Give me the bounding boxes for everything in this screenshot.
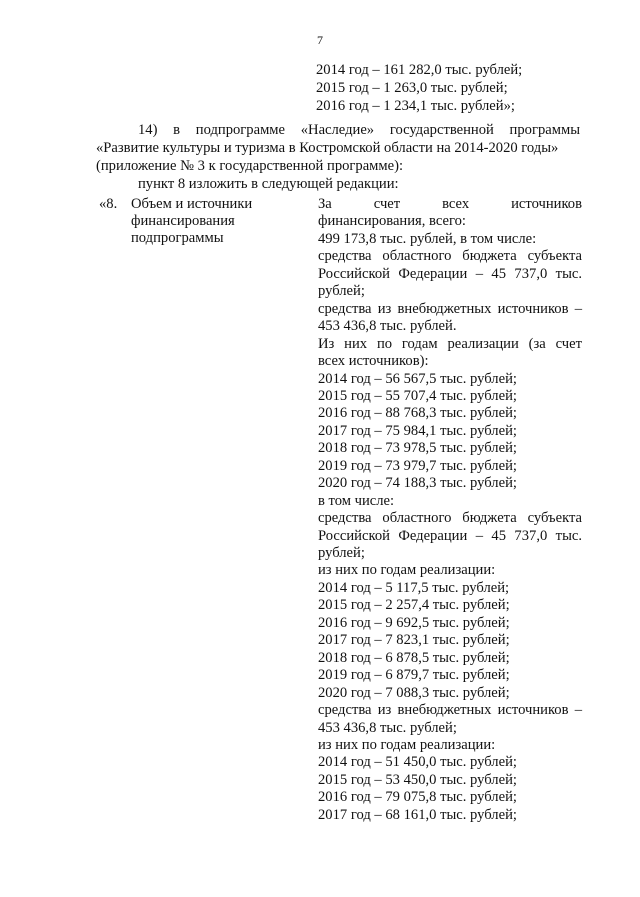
row8-value-line: 499 173,8 тыс. рублей, в том числе:	[318, 230, 537, 247]
row8-value-line: средства из внебюджетных источников –	[318, 300, 582, 317]
row8-value-line: 2018 год – 6 878,5 тыс. рублей;	[318, 649, 510, 666]
page-number: 7	[317, 33, 323, 47]
top-year-line: 2014 год – 161 282,0 тыс. рублей;	[316, 62, 523, 78]
row8-value-line: рублей;	[318, 283, 365, 300]
top-year-line: 2015 год – 1 263,0 тыс. рублей;	[316, 80, 508, 96]
row8-value-line: 2020 год – 74 188,3 тыс. рублей;	[318, 475, 517, 492]
item14-line4: пункт 8 изложить в следующей редакции:	[138, 176, 399, 192]
row8-value-line: 2015 год – 2 257,4 тыс. рублей;	[318, 597, 510, 614]
row8-value-line: Из них по годам реализации (за счет	[318, 335, 582, 352]
row8-label-line: подпрограммы	[131, 230, 224, 247]
row8-value-line: средства областного бюджета субъекта	[318, 248, 582, 265]
row8-value-line: средства областного бюджета субъекта	[318, 510, 582, 527]
row8-value-line: 2016 год – 9 692,5 тыс. рублей;	[318, 614, 510, 631]
row8-value-line: 2016 год – 79 075,8 тыс. рублей;	[318, 789, 517, 806]
row8-value-line: 2019 год – 73 979,7 тыс. рублей;	[318, 457, 517, 474]
row8-value-line: из них по годам реализации:	[318, 562, 496, 579]
row8-number: «8.	[99, 196, 118, 212]
row8-value-line: Российской Федерации – 45 737,0 тыс.	[318, 265, 582, 282]
row8-value-line: 2018 год – 73 978,5 тыс. рублей;	[318, 440, 517, 457]
row8-label-line: финансирования	[131, 213, 235, 230]
row8-value-line: 453 436,8 тыс. рублей.	[318, 318, 457, 335]
row8-value-line: 2020 год – 7 088,3 тыс. рублей;	[318, 684, 510, 701]
row8-value-line: 2017 год – 68 161,0 тыс. рублей;	[318, 806, 517, 823]
row8-value-line: средства из внебюджетных источников –	[318, 702, 582, 719]
row8-value-line: 2015 год – 53 450,0 тыс. рублей;	[318, 771, 517, 788]
row8-value-line: рублей;	[318, 545, 365, 561]
row8-value-line: 2017 год – 75 984,1 тыс. рублей;	[318, 422, 517, 439]
top-year-line: 2016 год – 1 234,1 тыс. рублей»;	[316, 98, 515, 114]
row8-value-line: всех источников):	[318, 353, 429, 370]
item14-line2: «Развитие культуры и туризма в Костромской области на 2014-2020 годы»	[96, 140, 559, 156]
row8-value-line: 2016 год – 88 768,3 тыс. рублей;	[318, 405, 517, 422]
item14-line1: 14) в подпрограмме «Наследие» государственной программы	[138, 122, 580, 138]
row8-label-line: Объем и источники	[131, 196, 253, 212]
row8-value-line: в том числе:	[318, 492, 395, 509]
row8-value-line: 2017 год – 7 823,1 тыс. рублей;	[318, 632, 510, 649]
row8-value-line: из них по годам реализации:	[318, 736, 496, 753]
row8-value-line: 2019 год – 6 879,7 тыс. рублей;	[318, 667, 510, 684]
row8-value-line: 2015 год – 55 707,4 тыс. рублей;	[318, 387, 517, 404]
item14-line3: (приложение № 3 к государственной программе):	[96, 158, 404, 174]
row8-value-line: 2014 год – 56 567,5 тыс. рублей;	[318, 370, 517, 387]
row8-value-line: финансирования, всего:	[318, 213, 466, 230]
row8-value-line: 2014 год – 5 117,5 тыс. рублей;	[318, 579, 510, 596]
row8-value-line: За счет всех источников	[318, 196, 582, 212]
row8-value-line: 453 436,8 тыс. рублей;	[318, 719, 457, 736]
row8-value-line: 2014 год – 51 450,0 тыс. рублей;	[318, 754, 517, 771]
row8-value-line: Российской Федерации – 45 737,0 тыс.	[318, 527, 582, 544]
